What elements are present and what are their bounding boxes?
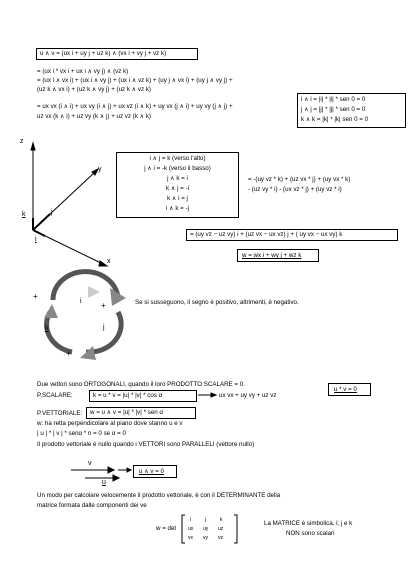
determinant-text-1: Un modo per calcolare velocemente il prodotto vettoriale, è con il DETERMINANTE della xyxy=(37,492,281,499)
component-result-box xyxy=(186,229,398,241)
matrix-note-1: La MATRICE è simbolica, i; j e k xyxy=(264,520,353,527)
uv-zero-box xyxy=(328,383,371,396)
scalar-product: k = u * v = |u| * |v| * cos α xyxy=(93,392,163,399)
cross-product-definition-box xyxy=(36,48,198,60)
cycle-diagram xyxy=(44,272,126,360)
j-vector xyxy=(33,214,50,230)
z-arrow-icon xyxy=(31,143,35,150)
cross-jk: j ∧ k = i xyxy=(167,175,188,182)
cross-ik: i ∧ k = -j xyxy=(166,205,189,212)
cross-kj: k ∧ j = -i xyxy=(166,185,189,192)
matrix-cell: ux xyxy=(188,526,194,532)
cross-ij: i ∧ j = k (verso l'alto) xyxy=(149,155,206,162)
orthogonal-definition: Due vettori sono ORTOGONALI, quando il loro PRODOTTO SCALARE = 0. xyxy=(37,381,245,388)
vector-note-1: w: ha retta perpendicolare al piano dove stanno u e v xyxy=(37,420,183,427)
determinant-label: w = det xyxy=(156,525,177,532)
parallel-vectors-diagram xyxy=(71,467,131,481)
w-components-box xyxy=(237,249,319,262)
matrix-note-2: NON sono scalari xyxy=(286,530,335,537)
vector-product-box xyxy=(86,407,196,419)
axis-label-x: x xyxy=(107,258,111,265)
cross-ki: k ∧ i = j xyxy=(167,195,188,202)
scalar-prefix: P.SCALARE: xyxy=(37,392,73,399)
expansion-line-5: uz vx (k ∧ i) + uz vy (k ∧ j) + uz vz (k ∧ k) xyxy=(37,113,151,120)
self-product-jj: j ∧ j = |j| * |j| * sen 0 = 0 xyxy=(301,106,366,113)
cycle-arrowhead-2 xyxy=(80,346,96,360)
expansion-terms-1: = -(uy vz * k) + (uz vx * j) + (uy vx * k) xyxy=(248,176,351,183)
vector-note-2: | u | * | v | * senα * n = 0 se α = 0 xyxy=(37,430,126,437)
matrix-cell: vy xyxy=(203,535,208,541)
matrix-cell: uy xyxy=(203,526,209,532)
cycle-label-k: k xyxy=(45,325,49,332)
axis-label-z: z xyxy=(20,138,24,145)
diagram-label-u: u xyxy=(102,479,106,486)
scalar-product-box xyxy=(89,390,197,402)
component-result: = (uy vz − uz vy) i + (uz vx − ux vz) j + ( uy vx − ux vy) k xyxy=(190,231,343,238)
axes-diagram xyxy=(31,143,107,266)
unit-cross-products-box xyxy=(116,152,239,218)
vector-prefix: P.VETTORIALE: xyxy=(37,410,83,417)
cycle-arc-right xyxy=(86,312,121,352)
cycle-caption: Se si susseguono, il segno è positivo, altrimenti, è negativo. xyxy=(135,299,299,306)
determinant-text-2: matrice formata dalle componenti dei ve xyxy=(37,502,147,509)
cycle-sign-3: + xyxy=(66,349,71,358)
axis-label-i: i xyxy=(35,236,37,243)
parallel-zero-box xyxy=(133,465,177,478)
matrix-cell: i xyxy=(190,517,192,523)
vector-note-3: Il prodotto vettoriale è nullo quando i VETTORI sono PARALLELI (vettore nullo) xyxy=(37,441,255,448)
scalar-arrow xyxy=(198,393,216,397)
axis-label-y: y xyxy=(98,166,102,173)
cycle-label-j: j xyxy=(103,324,105,331)
cycle-decor-1 xyxy=(88,286,100,298)
expansion-terms-2: - (uz vy * i) - (ux vz * j) + (uy vz * i) xyxy=(248,186,342,193)
cycle-label-i: i xyxy=(80,298,82,305)
matrix-cell: vz xyxy=(218,535,223,541)
vector-product: w = u ∧ v = |u| * |v| * sen α xyxy=(90,409,164,416)
cross-product-definition: u ∧ v = (ux i + uy j + uz k) ∧ (vx i + vy j + vz k) xyxy=(40,50,167,57)
cross-ji: j ∧ i = -k (verso il basso) xyxy=(144,165,211,172)
diagram-label-v: v xyxy=(88,460,92,467)
axis-label-j: j xyxy=(51,209,53,216)
matrix-cell: uz xyxy=(218,526,224,532)
cycle-sign-1: + xyxy=(33,292,38,301)
expansion-line-2: = (ux i ∧ vx i) + (ux i ∧ vy j) + (ux i ∧ vz k) + (uy j ∧ vx i) + (uy j ∧ vy j) + xyxy=(37,77,233,84)
expansion-line-4: = ux vx (i ∧ i) + ux vy (i ∧ j) + ux vz (i ∧ k) + uy vx (j ∧ i) + uy vy (j ∧ j) + xyxy=(37,103,233,110)
expansion-line-1: = (ux i * vx i + ux i ∧ vy j) ∧ (vz k) xyxy=(37,68,129,75)
scalar-components: ux vx + uy vy + uz vz xyxy=(219,392,277,399)
cycle-arrowhead-3 xyxy=(44,304,58,318)
self-products-box xyxy=(297,93,406,128)
self-product-kk: k ∧ k = |k| * |k| sen 0 = 0 xyxy=(301,116,369,123)
matrix-cell: k xyxy=(220,517,223,523)
cycle-arc-top xyxy=(53,272,118,300)
self-product-ii: i ∧ i = |i| * |i| * sen 0 = 0 xyxy=(301,96,366,103)
cycle-sign-2: + xyxy=(101,301,106,310)
axis-label-k: k xyxy=(22,211,26,218)
expansion-line-3: (uz k ∧ vx i) + (uz k ∧ vy j) + (uz k ∧ vz k) xyxy=(37,86,151,93)
x-arrow-icon xyxy=(99,261,107,266)
w-components: w = wx i + wy j + wz k xyxy=(242,252,302,259)
matrix-cell: j xyxy=(205,517,207,523)
parallel-zero: u ∧ v = 0 xyxy=(139,468,164,475)
matrix-cell: vx xyxy=(188,535,193,541)
uv-zero: u * v = 0 xyxy=(334,386,357,393)
